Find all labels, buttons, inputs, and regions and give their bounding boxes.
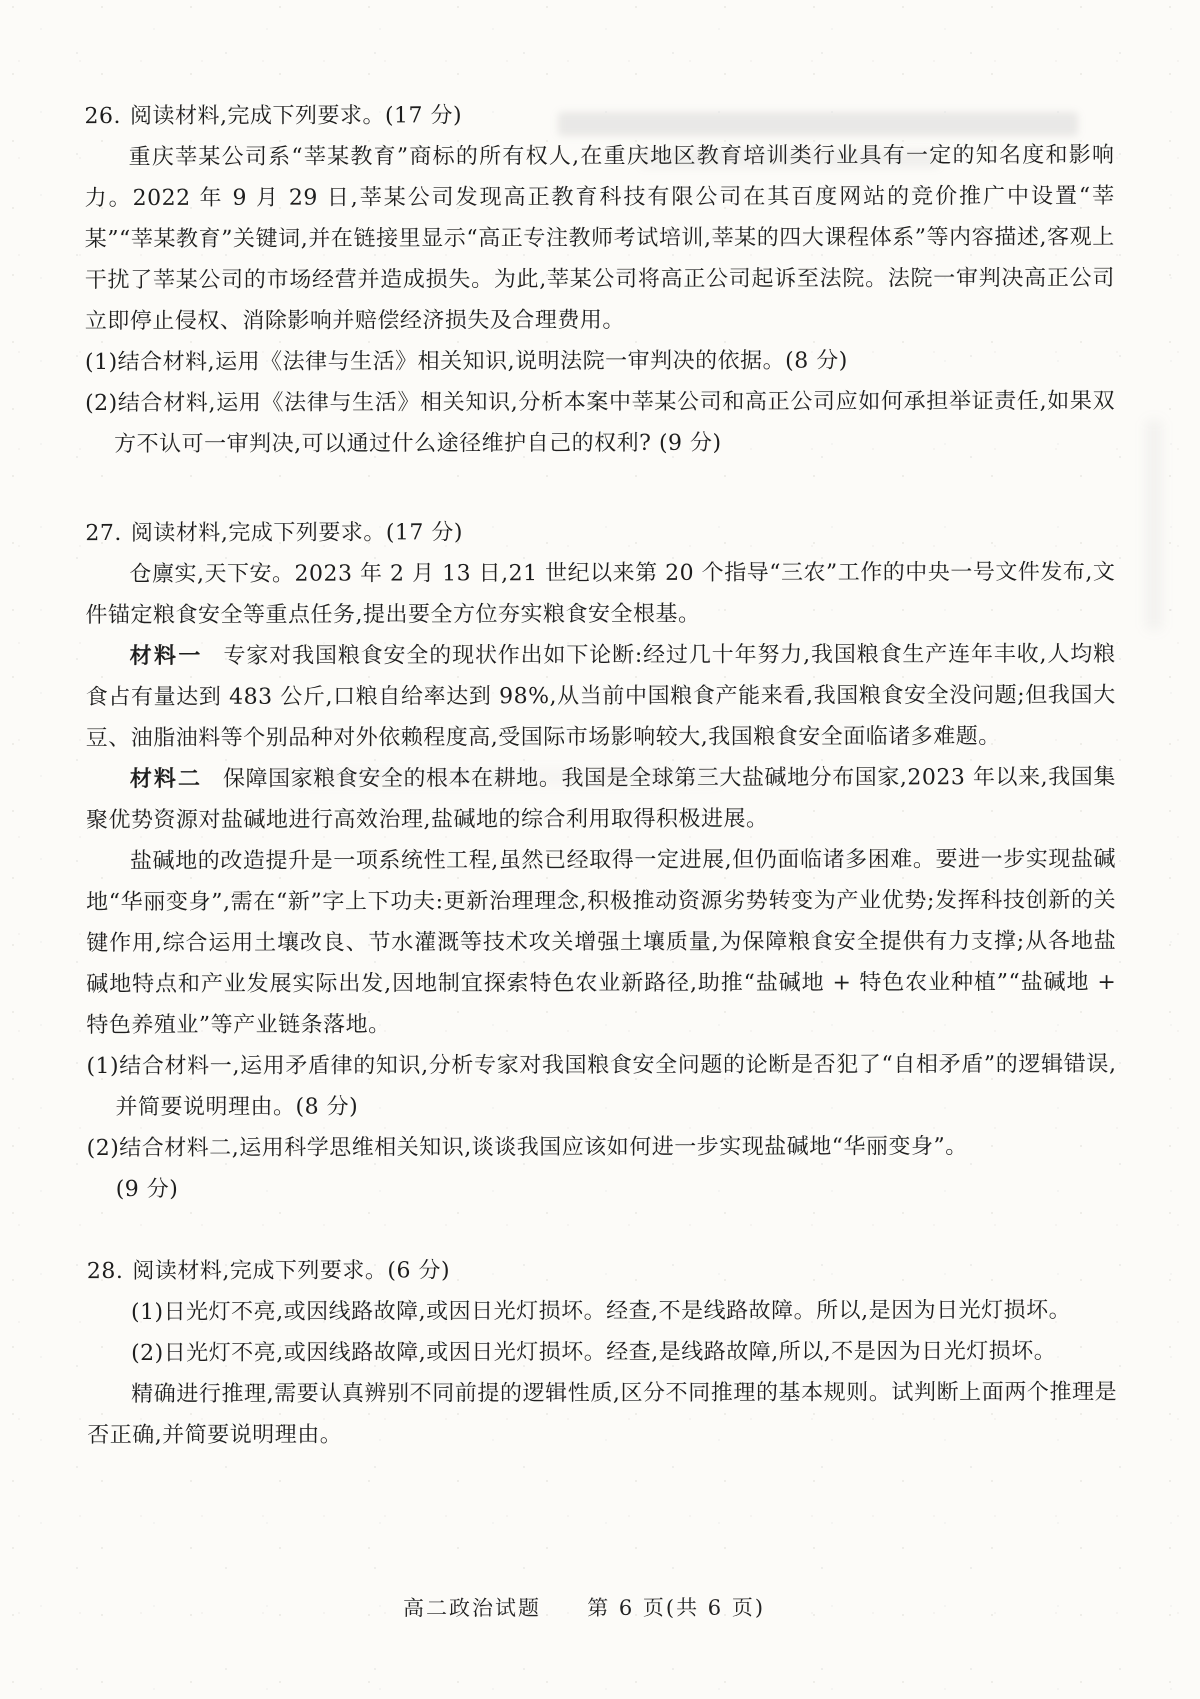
question-26-item-1: (1)结合材料,运用《法律与生活》相关知识,说明法院一审判决的依据。(8 分) [84,348,848,376]
question-26-title: 阅读材料,完成下列要求。(17 分) [129,103,463,129]
question-27-material-1 [86,634,1116,759]
material-1-label: 材料一 [129,642,203,669]
question-28-closing: 精确进行推理,需要认真辨别不同前提的逻辑性质,区分不同推理的基本规则。试判断上面两个推理是否正确,并简要说明理由。 [87,1379,1118,1449]
question-27-item-2-score: (9 分) [115,1176,179,1203]
question-27-paragraph: 盐碱地的改造提升是一项系统性工程,虽然已经取得一定进展,但仍面临诸多困难。要进一步实现盐碱地“华丽变身”,需在“新”字上下功夫:更新治理理念,积极推动资源劣势转变为产业优势;发挥科技创新的关键作用,综合运用土壤改良、节水灌溉等技术攻关增强土壤质量,为保障粮食安全提供有力支撑;从各地盐碱地特点和产业发展实际出发,因地制宜探索特色农业新路径,助推“盐碱地 + 特色农业种植”“盐碱地 + 特色养殖业”等产业链条落地。 [86,846,1117,1039]
question-27-item-2: (2)结合材料二,运用科学思维相关知识,谈谈我国应该如何进一步实现盐碱地“华丽变身”。 [86,1134,968,1162]
question-28 [87,1249,1117,1456]
question-28-number: 28. [86,1258,124,1285]
material-2-text: 保障国家粮食安全的根本在耕地。我国是全球第三大盐碱地分布国家,2023 年以来,我国集聚优势资源对盐碱地进行高效治理,盐碱地的综合利用取得积极进展。 [85,764,1116,834]
question-27 [85,511,1116,1210]
question-28-item-2: (2)日光灯不亮,或因线路故障,或因日光灯损坏。经查,是线路故障,所以,不是因为日光灯损坏。 [131,1339,1057,1366]
question-27-number: 27. [85,521,122,547]
question-26 [84,94,1115,465]
page-footer [0,1592,1184,1625]
page-content [84,0,1118,1699]
question-28-heading [87,1249,1117,1292]
footer-document-title: 高二政治试题 [402,1596,542,1621]
material-1-text: 专家对我国粮食安全的现状作出如下论断:经过几十年努力,我国粮食生产连年丰收,人均粮食占有量达到 483 公斤,口粮自给率达到 98%,从当前中国粮食产能来看,我国粮食安全没问题;但我国大豆、油脂油料等个别品种对外依赖程度高,受国际市场影响较大,我国粮食安全面临诸多难题。 [85,641,1116,752]
footer-page-number: 第 6 页(共 6 页) [587,1595,766,1620]
material-2-label: 材料二 [129,765,203,792]
question-27-title: 阅读材料,完成下列要求。(17 分) [130,520,464,546]
question-28-title: 阅读材料,完成下列要求。(6 分) [132,1258,451,1284]
question-26-material: 重庆莘某公司系“莘某教育”商标的所有权人,在重庆地区教育培训类行业具有一定的知名度和影响力。2022 年 9 月 29 日,莘某公司发现高正教育科技有限公司在其百度网站的竞价推广中设置“莘某”“莘某教育”关键词,并在链接里显示“高正专注教师考试培训,莘某的四大课程体系”等内容描述,客观上干扰了莘某公司的市场经营并造成损失。为此,莘某公司将高正公司起诉至法院。法院一审判决高正公司立即停止侵权、消除影响并赔偿经济损失及合理费用。 [84,142,1115,335]
question-27-heading [85,511,1115,554]
question-27-intro: 仓廪实,天下安。2023 年 2 月 13 日,21 世纪以来第 20 个指导“三农”工作的中央一号文件发布,文件锚定粮食安全等重点任务,提出要全方位夯实粮食安全根基。 [85,559,1116,629]
question-27-item-1: (1)结合材料一,运用矛盾律的知识,分析专家对我国粮食安全问题的论断是否犯了“自相矛盾”的逻辑错误,并简要说明理由。(8 分) [86,1051,1117,1121]
question-28-item-1: (1)日光灯不亮,或因线路故障,或因日光灯损坏。经查,不是线路故障。所以,是因为日光灯损坏。 [130,1298,1072,1325]
question-26-heading [84,94,1114,137]
question-26-item-2: (2)结合材料,运用《法律与生活》相关知识,分析本案中莘某公司和高正公司应如何承担举证责任,如果双方不认可一审判决,可以通过什么途径维护自己的权利? (9 分) [85,388,1116,458]
question-27-material-2 [86,757,1116,841]
question-26-number: 26. [84,104,121,130]
